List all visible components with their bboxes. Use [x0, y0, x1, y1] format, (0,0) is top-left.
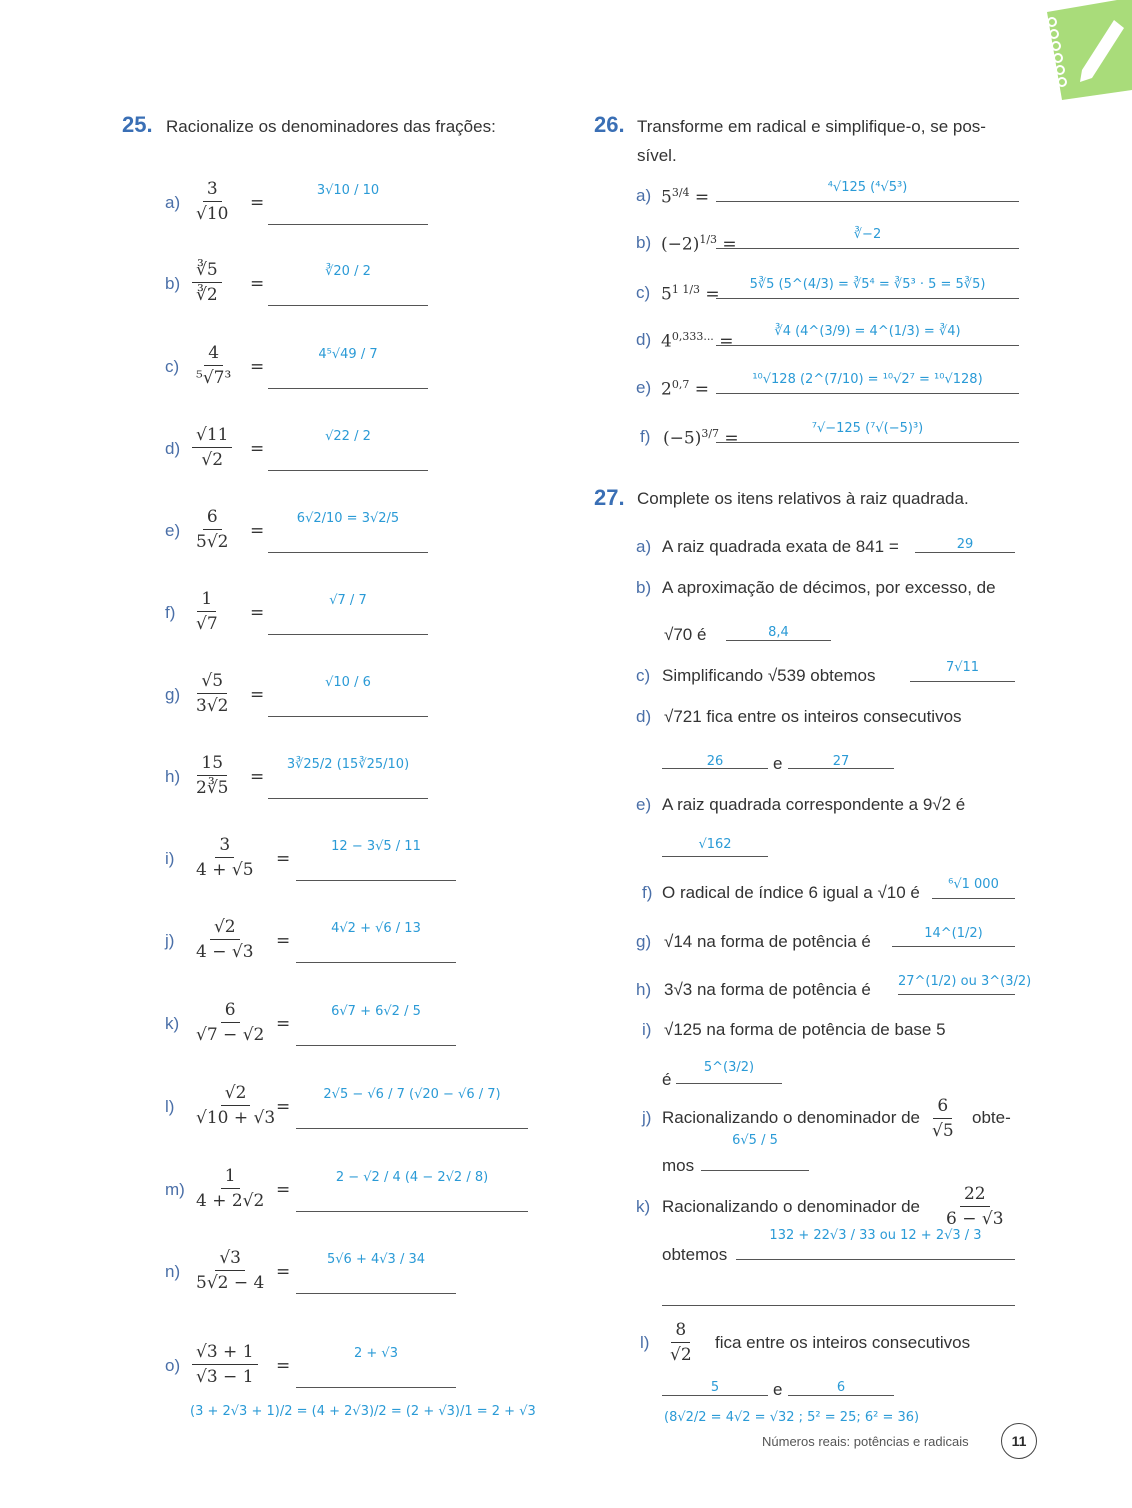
equals-sign: =	[250, 193, 265, 213]
q26-prompt-line1: Transforme em radical e simplifique-o, se pos-	[637, 117, 986, 136]
q27-a-answer: 29	[956, 537, 974, 552]
q27-l-answer2: 6	[836, 1380, 846, 1395]
answer-line	[716, 442, 1019, 443]
power-expression: $5^{1 1/3}$ =	[661, 283, 720, 305]
item-label: c)	[636, 283, 651, 302]
question-fraction: $\frac{√5}{3√2}$	[196, 671, 229, 716]
equals-sign: =	[276, 1180, 291, 1200]
question-fraction: $\frac{√11}{√2}$	[192, 425, 232, 470]
q27-d-label: d)	[636, 707, 652, 726]
equals-sign: =	[276, 849, 291, 869]
answer: 6√7 + 6√2 / 5	[331, 1004, 421, 1019]
equals-sign: =	[276, 1356, 291, 1376]
q27-h-answer: 27^(1/2) ou 3^(3/2)	[898, 974, 1032, 989]
q25-number: 25.	[122, 112, 153, 137]
question-fraction: $\frac{6}{√7 - √2}$	[196, 1000, 265, 1045]
power-expression: $(-5)^{3/7}$ =	[663, 427, 739, 449]
q25-prompt: Racionalize os denominadores das frações:	[166, 117, 496, 136]
answer-line	[296, 1211, 528, 1212]
answer-line	[268, 224, 428, 225]
question-fraction: $\frac{√3 + 1}{√3 - 1}$	[192, 1342, 258, 1387]
item-label: a)	[165, 193, 181, 212]
answer-line	[296, 1045, 456, 1046]
item-label: e)	[636, 378, 652, 397]
equals-sign: =	[250, 357, 265, 377]
item-label: a)	[636, 186, 652, 205]
answer: ⁷√−125 (⁷√(−5)³)	[811, 421, 924, 436]
answer: 2 + √3	[354, 1346, 398, 1361]
item-label: d)	[165, 439, 181, 458]
equals-sign: =	[250, 274, 265, 294]
q27-i-label: i)	[642, 1020, 652, 1039]
answer: 3√10 / 10	[316, 183, 380, 198]
answer-line	[716, 298, 1019, 299]
answer: 5√6 + 4√3 / 34	[327, 1252, 425, 1267]
answer: 4⁵√49 / 7	[318, 347, 378, 362]
item-label: o)	[165, 1356, 181, 1375]
item-label: m)	[165, 1180, 185, 1199]
item-label: l)	[165, 1097, 175, 1116]
power-expression: $4^{0,333...}$ =	[661, 330, 734, 352]
equals-sign: =	[250, 521, 265, 541]
q27-j-fraction: $\frac{6}{√5}$	[932, 1096, 954, 1141]
q27-h-text: 3√3 na forma de potência é	[664, 980, 871, 999]
q27-b-text2: √70 é	[664, 625, 707, 644]
q27-k-answer: 132 + 22√3 / 33 ou 12 + 2√3 / 3	[769, 1228, 982, 1243]
q27-j-text-end: obte-	[972, 1108, 1011, 1127]
q27-i-text: √125 na forma de potência de base 5	[664, 1020, 946, 1039]
q27-j-answer-line	[701, 1170, 809, 1171]
q27-g-answer: 14^(1/2)	[924, 926, 983, 941]
item-label: b)	[165, 274, 181, 293]
q27-f-answer: ⁶√1 000	[948, 877, 999, 892]
q27-l-fraction: $\frac{8}{√2}$	[670, 1320, 692, 1365]
q27-a-label: a)	[636, 537, 652, 556]
q27-j-text: Racionalizando o denominador de	[662, 1108, 921, 1127]
question-fraction: $\frac{√2}{4 - √3}$	[196, 917, 254, 962]
answer: 4√2 + √6 / 13	[331, 921, 421, 936]
q27-b-answer: 8,4	[768, 625, 789, 640]
q27-f-label: f)	[642, 883, 653, 902]
q27-k-label: k)	[636, 1197, 651, 1216]
q27-b-text1: A aproximação de décimos, por excesso, de	[662, 578, 996, 597]
q27-number: 27.	[594, 485, 625, 510]
answer-line	[268, 388, 428, 389]
q27-c-answer: 7√11	[945, 660, 980, 675]
answer: 2√5 − √6 / 7 (√20 − √6 / 7)	[323, 1087, 501, 1102]
q27-h-answer-line	[898, 994, 1015, 995]
question-fraction: $\frac{∛5}{∛2}$	[192, 260, 222, 305]
q27-g-text: √14 na forma de potência é	[664, 932, 871, 951]
answer-line	[268, 634, 428, 635]
q27-l-and: e	[773, 1380, 783, 1399]
item-label: g)	[165, 685, 181, 704]
item-label: h)	[165, 767, 181, 786]
question-fraction: $\frac{15}{2∛5}$	[196, 753, 229, 798]
answer-line	[716, 393, 1019, 394]
answer-line	[268, 305, 428, 306]
q27-g-answer-line	[892, 946, 1015, 947]
answer: √10 / 6	[325, 675, 371, 690]
answer-line	[716, 248, 1019, 249]
q27-l-text: fica entre os inteiros consecutivos	[715, 1333, 971, 1352]
answer-line	[296, 1293, 456, 1294]
q27-d-answer1: 26	[706, 754, 724, 769]
item-label: e)	[165, 521, 181, 540]
q27-f-text: O radical de índice 6 igual a √10 é	[662, 883, 920, 902]
q27-e-answer: √162	[698, 837, 732, 852]
q27-l-label: l)	[640, 1333, 650, 1352]
item-label: b)	[636, 233, 652, 252]
item-label: k)	[165, 1014, 180, 1033]
item-label: f)	[640, 427, 651, 446]
q27-l-work: (8√2/2 = 4√2 = √32 ; 5² = 25; 6² = 36)	[664, 1410, 920, 1425]
question-fraction: $\frac{3}{√10}$	[196, 179, 229, 224]
q27-g-label: g)	[636, 932, 652, 951]
item-label: c)	[165, 357, 180, 376]
q27-c-text: Simplificando √539 obtemos	[662, 666, 876, 685]
q26-prompt-line2: sível.	[637, 146, 677, 165]
answer: ∛20 / 2	[325, 264, 371, 279]
q27-b-answer-line	[726, 640, 831, 641]
q27-k-extra-line	[662, 1305, 1015, 1306]
power-expression: $2^{0,7}$ =	[661, 378, 709, 400]
q27-b-label: b)	[636, 578, 652, 597]
answer: √7 / 7	[329, 593, 367, 608]
answer: 5∛5 (5^(4/3) = ∛5⁴ = ∛5³ · 5 = 5∛5)	[749, 277, 986, 292]
q27-e-label: e)	[636, 795, 652, 814]
footer-title: Números reais: potências e radicais	[762, 1434, 969, 1449]
q27-c-answer-line	[910, 681, 1015, 682]
answer-line	[268, 552, 428, 553]
equals-sign: =	[250, 439, 265, 459]
question-fraction: $\frac{6}{5√2}$	[196, 507, 229, 552]
q27-e-answer-line	[662, 856, 768, 857]
answer: √22 / 2	[325, 429, 371, 444]
q26-number: 26.	[594, 112, 625, 137]
q25-o-work: (3 + 2√3 + 1)/2 = (4 + 2√3)/2 = (2 + √3)/1 = 2 + √3	[190, 1404, 536, 1419]
q27-k-text2: obtemos	[662, 1245, 728, 1264]
q27-j-answer: 6√5 / 5	[732, 1133, 778, 1148]
q27-e-text: A raiz quadrada correspondente a 9√2 é	[662, 795, 966, 814]
equals-sign: =	[276, 931, 291, 951]
item-label: f)	[165, 603, 176, 622]
q27-a-answer-line	[915, 552, 1015, 553]
equals-sign: =	[250, 603, 265, 623]
answer-line	[296, 1387, 456, 1388]
equals-sign: =	[276, 1262, 291, 1282]
equals-sign: =	[276, 1097, 291, 1117]
q27-a-text: A raiz quadrada exata de 841 =	[662, 537, 899, 556]
q27-l-answer2-line	[788, 1395, 894, 1396]
q27-h-label: h)	[636, 980, 652, 999]
q27-d-and: e	[773, 754, 783, 773]
answer: ∛4 (4^(3/9) = 4^(1/3) = ∛4)	[774, 324, 961, 339]
q27-d-text: √721 fica entre os inteiros consecutivos	[664, 707, 962, 726]
item-label: n)	[165, 1262, 181, 1281]
q27-d-answer2: 27	[832, 754, 850, 769]
q27-l-answer1-line	[662, 1395, 768, 1396]
page-number: 11	[1001, 1423, 1037, 1459]
answer-line	[716, 201, 1019, 202]
q27-k-text: Racionalizando o denominador de	[662, 1197, 921, 1216]
q27-i-answer: 5^(3/2)	[703, 1060, 755, 1075]
q27-k-fraction: $\frac{22}{6 - √3}$	[946, 1184, 1004, 1229]
answer-line	[716, 345, 1019, 346]
q27-f-answer-line	[932, 898, 1015, 899]
question-fraction: $\frac{4}{\text{⁵√7³}}$	[196, 343, 232, 388]
answer: ∛−2	[853, 227, 882, 242]
answer-line	[296, 1128, 528, 1129]
item-label: d)	[636, 330, 652, 349]
answer: 12 − 3√5 / 11	[331, 839, 421, 854]
q27-i-text2: é	[662, 1070, 672, 1089]
question-fraction: $\frac{√2}{√10 + √3}$	[196, 1083, 276, 1128]
q27-j-label: j)	[642, 1108, 652, 1127]
q27-j-text2: mos	[662, 1156, 695, 1175]
equals-sign: =	[250, 685, 265, 705]
question-fraction: $\frac{1}{4 + 2√2}$	[196, 1166, 265, 1211]
answer-line	[296, 880, 456, 881]
answer: 2 − √2 / 4 (4 − 2√2 / 8)	[335, 1170, 489, 1185]
question-fraction: $\frac{1}{√7}$	[196, 589, 218, 634]
answer: 3∛25/2 (15∛25/10)	[286, 757, 410, 772]
q27-c-label: c)	[636, 666, 651, 685]
question-fraction: $\frac{3}{4 + √5}$	[196, 835, 254, 880]
q27-i-answer-line	[676, 1083, 782, 1084]
equals-sign: =	[250, 767, 265, 787]
notebook-pencil-icon	[1022, 0, 1132, 100]
answer-line	[296, 962, 456, 963]
answer-line	[268, 798, 428, 799]
power-expression: $(-2)^{1/3}$ =	[661, 233, 737, 255]
question-fraction: $\frac{√3}{5√2 - 4}$	[196, 1248, 265, 1293]
item-label: j)	[165, 931, 175, 950]
power-expression: $5^{3/4}$ =	[661, 186, 710, 208]
answer-line	[268, 716, 428, 717]
q27-l-answer1: 5	[710, 1380, 720, 1395]
item-label: i)	[165, 849, 175, 868]
q27-prompt: Complete os itens relativos à raiz quadrada.	[637, 489, 969, 508]
answer: ⁴√125 (⁴√5³)	[827, 180, 908, 195]
answer: 6√2/10 = 3√2/5	[296, 511, 400, 526]
q27-k-answer-line	[736, 1259, 1015, 1260]
answer: ¹⁰√128 (2^(7/10) = ¹⁰√2⁷ = ¹⁰√128)	[752, 372, 983, 387]
answer-line	[268, 470, 428, 471]
equals-sign: =	[276, 1014, 291, 1034]
